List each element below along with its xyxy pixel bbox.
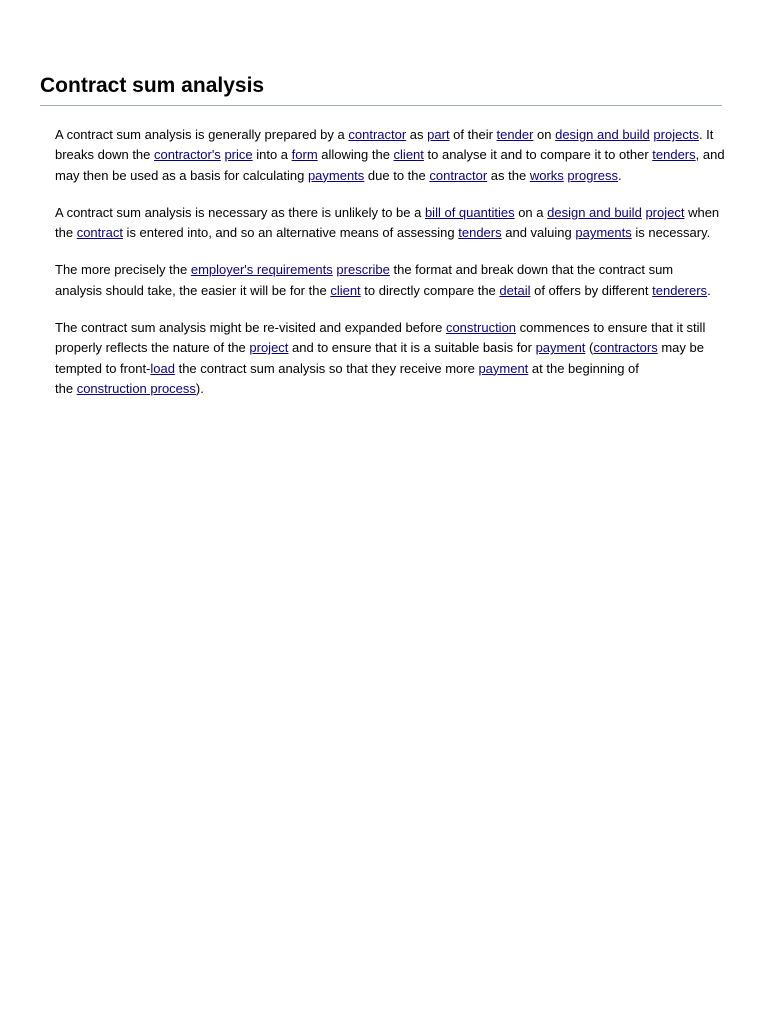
text-run: . xyxy=(707,282,711,298)
text-run: A contract sum analysis is generally prepared by a xyxy=(55,127,349,142)
inline-link[interactable]: progress xyxy=(567,167,618,183)
text-run: A contract sum analysis is necessary as there is unlikely to be a xyxy=(55,204,425,220)
text-run: . xyxy=(617,167,622,183)
inline-link[interactable]: contractor xyxy=(348,127,407,142)
text-run: tempted to front- xyxy=(55,360,151,376)
text-run: commences to ensure that it still xyxy=(516,320,706,336)
inline-link[interactable]: tenders xyxy=(652,147,696,163)
text-run: due to the xyxy=(364,167,430,183)
inline-link[interactable]: prescribe xyxy=(336,262,390,278)
paragraph xyxy=(55,125,735,186)
inline-link[interactable]: employer's requirements xyxy=(190,262,333,278)
text-run: on xyxy=(533,127,556,142)
inline-link[interactable]: price xyxy=(224,147,253,163)
text-run: to directly compare the xyxy=(360,282,500,298)
inline-link[interactable]: part xyxy=(427,127,450,142)
inline-link[interactable]: form xyxy=(291,147,318,163)
text-line xyxy=(55,379,735,399)
paragraph xyxy=(55,260,735,301)
text-run: analysis should take, the easier it will be for the xyxy=(55,282,331,298)
text-line xyxy=(55,125,735,145)
text-line xyxy=(55,260,735,280)
text-run: is necessary. xyxy=(631,225,711,241)
text-run: on a xyxy=(514,204,548,220)
inline-link[interactable]: tenders xyxy=(458,225,502,241)
text-run: as the xyxy=(487,167,530,183)
inline-link[interactable]: design and build xyxy=(547,204,642,220)
inline-link[interactable]: works xyxy=(529,167,564,183)
inline-link[interactable]: load xyxy=(150,360,175,376)
inline-link[interactable]: contractor's xyxy=(154,147,221,163)
text-run: may be xyxy=(657,340,704,356)
inline-link[interactable]: project xyxy=(645,204,685,220)
text-line xyxy=(55,166,735,186)
inline-link[interactable]: contractor xyxy=(429,167,488,183)
inline-link[interactable]: contractors xyxy=(593,340,658,356)
title-divider xyxy=(40,105,722,106)
text-run: properly reflects the nature of the xyxy=(55,340,250,356)
text-run: The more precisely the xyxy=(55,262,191,278)
text-run: of offers by different xyxy=(530,282,653,298)
text-run: . It xyxy=(698,127,714,142)
article-body xyxy=(55,125,735,416)
text-line xyxy=(55,281,735,301)
text-line xyxy=(55,145,735,165)
text-run: into a xyxy=(252,147,292,163)
inline-link[interactable]: bill of quantities xyxy=(424,204,515,220)
text-run: allowing the xyxy=(317,147,394,163)
inline-link[interactable]: payments xyxy=(307,167,365,183)
text-run: and valuing xyxy=(501,225,576,241)
text-line xyxy=(55,203,735,223)
inline-link[interactable]: payments xyxy=(575,225,632,241)
inline-link[interactable]: construction process xyxy=(76,380,196,396)
inline-link[interactable]: client xyxy=(330,282,361,298)
text-run: breaks down the xyxy=(55,147,155,163)
inline-link[interactable]: construction xyxy=(445,320,517,336)
text-run: of their xyxy=(449,127,497,142)
paragraph xyxy=(55,203,735,244)
inline-link[interactable]: payment xyxy=(535,340,586,356)
text-run: as xyxy=(406,127,428,142)
text-line xyxy=(55,359,735,379)
page-title: Contract sum analysis xyxy=(40,74,265,97)
text-run: to analyse it and to compare it to other xyxy=(423,147,653,163)
inline-link[interactable]: payment xyxy=(478,360,529,376)
inline-link[interactable]: projects xyxy=(653,127,699,142)
text-run: may then be used as a basis for calculating xyxy=(55,167,308,183)
text-run: is entered into, and so an alternative means of assessing xyxy=(122,225,459,241)
text-run: The contract sum analysis might be re-visited and expanded before xyxy=(55,320,446,336)
inline-link[interactable]: tender xyxy=(496,127,534,142)
text-run: at the beginning of xyxy=(528,360,639,376)
text-run: the xyxy=(55,380,77,396)
inline-link[interactable]: design and build xyxy=(555,127,650,142)
inline-link[interactable]: project xyxy=(249,340,289,356)
text-run: when xyxy=(684,204,720,220)
text-run: ). xyxy=(195,380,204,396)
paragraph xyxy=(55,318,735,399)
text-line xyxy=(55,223,735,243)
text-run: ( xyxy=(585,340,594,356)
text-run: the format and break down that the contract sum xyxy=(389,262,674,278)
inline-link[interactable]: contract xyxy=(76,225,123,241)
text-run: the contract sum analysis so that they receive more xyxy=(174,360,479,376)
inline-link[interactable]: detail xyxy=(499,282,531,298)
text-run: and to ensure that it is a suitable basis for xyxy=(288,340,536,356)
text-run: , and xyxy=(695,147,725,163)
inline-link[interactable]: tenderers xyxy=(652,282,708,298)
inline-link[interactable]: client xyxy=(393,147,424,163)
text-line xyxy=(55,318,735,338)
text-line xyxy=(55,338,735,358)
text-run: the xyxy=(55,225,77,241)
